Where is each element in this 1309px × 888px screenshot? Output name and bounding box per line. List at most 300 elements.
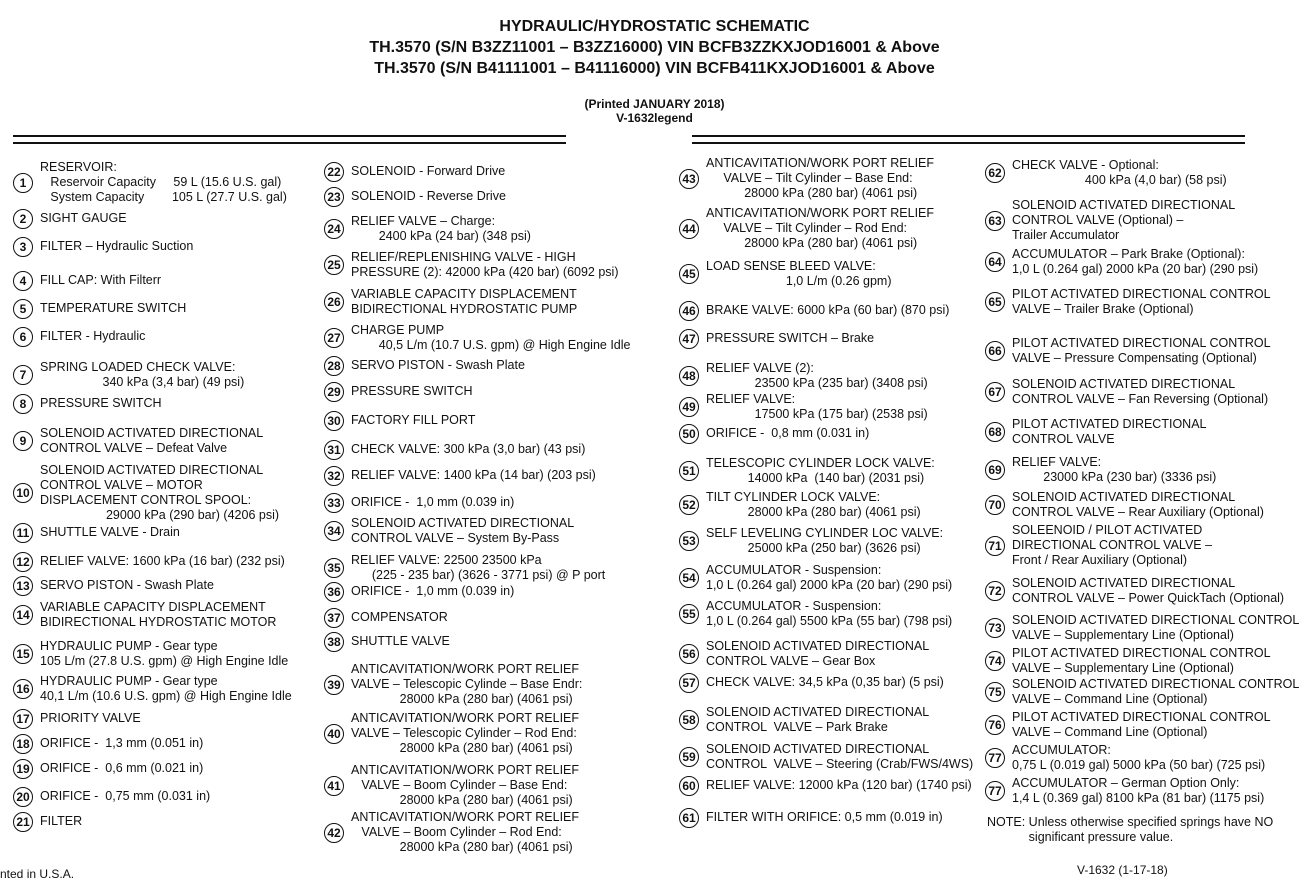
legend-line: ANTICAVITATION/WORK PORT RELIEF [351,763,580,777]
legend-line: COMPENSATOR [351,610,448,624]
legend-line: PRESSURE (2): 42000 kPa (420 bar) (6092 psi) [351,265,619,279]
item-number-badge: 19 [13,759,33,779]
legend-line: CONTROL VALVE [1012,432,1115,446]
item-number-badge: 74 [985,651,1005,671]
legend-line: SOLENOID ACTIVATED DIRECTIONAL [351,516,575,530]
legend-line: CONTROL VALVE – System By-Pass [351,531,560,545]
legend-line: 2400 kPa (24 bar) (348 psi) [351,229,531,243]
legend-line: 28000 kPa (280 bar) (4061 psi) [706,236,918,250]
legend-text [1012,287,1271,317]
legend-line: 17500 kPa (175 bar) (2538 psi) [706,407,928,421]
legend-line: Reservoir Capacity 59 L (15.6 U.S. gal) [40,175,282,189]
legend-line: FILL CAP: With Filterr [40,273,162,287]
legend-line: VALVE – Telescopic Cylinder – Rod End: [351,726,577,740]
legend-line: PILOT ACTIVATED DIRECTIONAL CONTROL [1012,336,1271,350]
legend-text [706,156,934,201]
item-number-badge: 63 [985,211,1005,231]
legend-line: VALVE – Supplementary Line (Optional) [1012,661,1234,675]
legend-text [1012,613,1299,643]
item-number-badge: 14 [13,605,33,625]
item-number-badge: 60 [679,776,699,796]
divider-right-top [692,135,1245,137]
legend-line: RELIEF/REPLENISHING VALVE - HIGH [351,250,576,264]
divider-left-top [13,135,566,137]
item-number-badge: 64 [985,252,1005,272]
legend-line: RELIEF VALVE: [1012,455,1102,469]
item-number-badge: 77 [985,781,1005,801]
legend-text [706,426,869,441]
item-number-badge: 61 [679,808,699,828]
item-number-badge: 5 [13,299,33,319]
legend-line: DIRECTIONAL CONTROL VALVE – [1012,538,1213,552]
legend-text [351,810,579,855]
legend-line: FACTORY FILL PORT [351,413,476,427]
legend-line: VALVE – Command Line (Optional) [1012,725,1208,739]
legend-line: SOLENOID ACTIVATED DIRECTIONAL [40,426,264,440]
legend-line: System Capacity 105 L (27.7 U.S. gal) [40,190,287,204]
item-number-badge: 17 [13,709,33,729]
printed-date: (Printed JANUARY 2018) [584,97,725,111]
legend-line: SELF LEVELING CYLINDER LOC VALVE: [706,526,944,540]
legend-text [40,639,288,669]
legend-line: ANTICAVITATION/WORK PORT RELIEF [351,662,580,676]
legend-line: PILOT ACTIVATED DIRECTIONAL CONTROL [1012,287,1271,301]
legend-line: 105 L/m (27.8 U.S. gpm) @ High Engine Idle [40,654,289,668]
legend-line: DISPLACEMENT CONTROL SPOOL: [40,493,252,507]
item-number-badge: 69 [985,460,1005,480]
item-number-badge: 73 [985,618,1005,638]
legend-text [40,273,161,288]
legend-text [40,578,214,593]
legend-text [40,814,82,829]
legend-line: CONTROL VALVE – Gear Box [706,654,876,668]
legend-line: ORIFICE - 1,3 mm (0.051 in) [40,736,204,750]
legend-line: HYDRAULIC PUMP - Gear type [40,674,218,688]
item-number-badge: 47 [679,329,699,349]
legend-line: TEMPERATURE SWITCH [40,301,187,315]
item-number-badge: 77 [985,748,1005,768]
legend-text [40,525,180,540]
legend-text [706,361,928,391]
item-number-badge: 36 [324,582,344,602]
item-number-badge: 24 [324,219,344,239]
legend-line: ORIFICE - 1,0 mm (0.039 in) [351,495,515,509]
legend-text [40,301,186,316]
legend-line: RELIEF VALVE: 1600 kPa (16 bar) (232 psi) [40,554,285,568]
item-number-badge: 57 [679,673,699,693]
item-number-badge: 15 [13,644,33,664]
item-number-badge: 26 [324,292,344,312]
item-number-badge: 52 [679,495,699,515]
legend-line: SPRING LOADED CHECK VALVE: [40,360,236,374]
legend-line: 28000 kPa (280 bar) (4061 psi) [351,741,573,755]
legend-text [40,789,210,804]
legend-line: ORIFICE - 1,0 mm (0.039 in) [351,584,515,598]
legend-text [706,675,944,690]
legend-line: SOLEENOID / PILOT ACTIVATED [1012,523,1203,537]
item-number-badge: 9 [13,431,33,451]
item-number-badge: 38 [324,632,344,652]
legend-line: RESERVOIR: [40,160,117,174]
item-number-badge: 56 [679,644,699,664]
legend-line: SOLENOID ACTIVATED DIRECTIONAL [706,742,930,756]
legend-line: ORIFICE - 0,75 mm (0.031 in) [40,789,211,803]
legend-line: SOLENOID ACTIVATED DIRECTIONAL [1012,377,1236,391]
legend-text [351,711,579,756]
legend-text [40,736,203,751]
legend-line: BIDIRECTIONAL HYDROSTATIC MOTOR [40,615,277,629]
legend-text [351,610,448,625]
legend-line: PILOT ACTIVATED DIRECTIONAL CONTROL [1012,710,1271,724]
legend-line: PRESSURE SWITCH [351,384,473,398]
legend-line: RELIEF VALVE: 1400 kPa (14 bar) (203 psi) [351,468,596,482]
legend-text [1012,455,1216,485]
legend-text [706,526,943,556]
legend-line: 23500 kPa (235 bar) (3408 psi) [706,376,928,390]
legend-line: 29000 kPa (290 bar) (4206 psi) [40,508,280,522]
item-number-badge: 67 [985,382,1005,402]
legend-text [706,705,929,735]
legend-line: ANTICAVITATION/WORK PORT RELIEF [706,156,935,170]
legend-text [40,600,276,630]
legend-text [40,463,279,523]
legend-text [351,413,475,428]
legend-line: ANTICAVITATION/WORK PORT RELIEF [706,206,935,220]
item-number-badge: 25 [324,255,344,275]
legend-line: 1,0 L (0.264 gal) 2000 kPa (20 bar) (290 psi) [706,578,953,592]
legend-text [351,516,574,546]
legend-text [40,160,287,205]
legend-text [1012,247,1258,277]
legend-text [1012,198,1235,243]
legend-line: CHARGE PUMP [351,323,445,337]
item-number-badge: 71 [985,536,1005,556]
legend-text [1012,377,1268,407]
legend-line: FILTER – Hydraulic Suction [40,239,194,253]
legend-line: ACCUMULATOR – Park Brake (Optional): [1012,247,1245,261]
item-number-badge: 59 [679,747,699,767]
legend-text [706,742,973,772]
legend-text [40,211,127,226]
legend-text [40,761,203,776]
legend-line: CONTROL VALVE (Optional) – [1012,213,1184,227]
legend-text [706,331,874,346]
legend-line: VALVE – Boom Cylinder – Rod End: [351,825,562,839]
legend-line: FILTER [40,814,83,828]
item-number-badge: 29 [324,382,344,402]
legend-text [40,329,145,344]
legend-line: SOLENOID ACTIVATED DIRECTIONAL [706,639,930,653]
legend-text [1012,490,1264,520]
legend-text [351,384,473,399]
legend-line: CONTROL VALVE – Fan Reversing (Optional) [1012,392,1269,406]
legend-line: Front / Rear Auxiliary (Optional) [1012,553,1188,567]
legend-line: BIDIRECTIONAL HYDROSTATIC PUMP [351,302,578,316]
legend-line: VARIABLE CAPACITY DISPLACEMENT [351,287,577,301]
legend-line: Trailer Accumulator [1012,228,1120,242]
legend-text [706,392,928,422]
legend-text [1012,417,1206,447]
legend-line: FILTER - Hydraulic [40,329,146,343]
item-number-badge: 42 [324,823,344,843]
item-number-badge: 53 [679,531,699,551]
item-number-badge: 3 [13,237,33,257]
legend-text [706,259,891,289]
item-number-badge: 6 [13,327,33,347]
legend-line: SHUTTLE VALVE - Drain [40,525,180,539]
legend-line: SOLENOID ACTIVATED DIRECTIONAL CONTROL [1012,613,1300,627]
printed-in: nted in U.S.A. [0,867,75,881]
legend-line: (225 - 235 bar) (3626 - 3771 psi) @ P port [351,568,606,582]
legend-line: VALVE – Supplementary Line (Optional) [1012,628,1234,642]
item-number-badge: 58 [679,710,699,730]
legend-line: SHUTTLE VALVE [351,634,450,648]
legend-line: SOLENOID ACTIVATED DIRECTIONAL [706,705,930,719]
item-number-badge: 66 [985,341,1005,361]
legend-line: VALVE – Pressure Compensating (Optional) [1012,351,1257,365]
legend-text [1012,743,1265,773]
legend-text [351,495,514,510]
legend-text [351,323,631,353]
item-number-badge: 40 [324,724,344,744]
item-number-badge: 27 [324,328,344,348]
legend-line: ACCUMULATOR - Suspension: [706,599,882,613]
legend-text [1012,336,1271,366]
legend-line: PRIORITY VALVE [40,711,141,725]
item-number-badge: 32 [324,466,344,486]
legend-text [706,206,934,251]
legend-text [706,490,921,520]
legend-line: 28000 kPa (280 bar) (4061 psi) [706,186,918,200]
item-number-badge: 28 [324,356,344,376]
legend-line: 28000 kPa (280 bar) (4061 psi) [351,840,573,854]
legend-line: VARIABLE CAPACITY DISPLACEMENT [40,600,266,614]
legend-line: BRAKE VALVE: 6000 kPa (60 bar) (870 psi) [706,303,950,317]
model-line-1: TH.3570 (S/N B3ZZ11001 – B3ZZ16000) VIN BCFB3ZZKXJOD16001 & Above [369,39,940,56]
item-number-badge: 65 [985,292,1005,312]
item-number-badge: 45 [679,264,699,284]
legend-line: CHECK VALVE: 34,5 kPa (0,35 bar) (5 psi) [706,675,944,689]
legend-text [1012,576,1284,606]
item-number-badge: 48 [679,366,699,386]
legend-line: 1,0 L/m (0.26 gpm) [706,274,892,288]
legend-line: SOLENOID ACTIVATED DIRECTIONAL CONTROL [1012,677,1300,691]
item-number-badge: 18 [13,734,33,754]
legend-text [351,763,579,808]
legend-line: ACCUMULATOR – German Option Only: [1012,776,1240,790]
item-number-badge: 12 [13,552,33,572]
legend-line: SOLENOID - Reverse Drive [351,189,506,203]
legend-text [706,810,943,825]
legend-text [1012,523,1212,568]
legend-text [40,426,263,456]
legend-line: SOLENOID ACTIVATED DIRECTIONAL [1012,198,1236,212]
legend-line: RELIEF VALVE: [706,392,796,406]
note: NOTE: Unless otherwise specified springs have NO significant pressure value. [987,815,1274,844]
item-number-badge: 34 [324,521,344,541]
divider-left-bottom [13,142,566,144]
revision-stamp: V-1632 (1-17-18) [1077,863,1168,877]
legend-line: CONTROL VALVE – Steering (Crab/FWS/4WS) [706,757,974,771]
legend-line: VALVE – Boom Cylinder – Base End: [351,778,568,792]
item-number-badge: 7 [13,365,33,385]
legend-line: 40,1 L/m (10.6 U.S. gpm) @ High Engine Idle [40,689,292,703]
legend-line: VALVE – Tilt Cylinder – Base End: [706,171,913,185]
legend-line: SOLENOID ACTIVATED DIRECTIONAL [1012,576,1236,590]
legend-line: CONTROL VALVE – MOTOR [40,478,203,492]
legend-line: SERVO PISTON - Swash Plate [40,578,214,592]
item-number-badge: 54 [679,568,699,588]
legend-text [706,639,929,669]
legend-line: TILT CYLINDER LOCK VALVE: [706,490,881,504]
legend-line: 40,5 L/m (10.7 U.S. gpm) @ High Engine Idle [351,338,631,352]
legend-line: SOLENOID - Forward Drive [351,164,506,178]
legend-line: 28000 kPa (280 bar) (4061 psi) [706,505,921,519]
item-number-badge: 43 [679,169,699,189]
item-number-badge: 70 [985,495,1005,515]
item-number-badge: 51 [679,461,699,481]
legend-line: CONTROL VALVE – Defeat Valve [40,441,228,455]
legend-line: RELIEF VALVE (2): [706,361,814,375]
legend-line: CHECK VALVE - Optional: [1012,158,1159,172]
legend-text [706,303,949,318]
legend-text [706,563,952,593]
legend-line: CONTROL VALVE – Park Brake [706,720,888,734]
legend-line: 23000 kPa (230 bar) (3336 psi) [1012,470,1217,484]
legend-line: 25000 kPa (250 bar) (3626 psi) [706,541,921,555]
page-title: HYDRAULIC/HYDROSTATIC SCHEMATIC [499,18,810,35]
legend-line: FILTER WITH ORIFICE: 0,5 mm (0.019 in) [706,810,943,824]
legend-line: CONTROL VALVE – Rear Auxiliary (Optional) [1012,505,1264,519]
legend-text [40,396,162,411]
legend-line: 1,0 L (0.264 gal) 5500 kPa (55 bar) (798 psi) [706,614,953,628]
legend-line: 28000 kPa (280 bar) (4061 psi) [351,692,573,706]
item-number-badge: 35 [324,558,344,578]
legend-text [1012,710,1271,740]
legend-line: 1,0 L (0.264 gal) 2000 kPa (20 bar) (290 psi) [1012,262,1259,276]
item-number-badge: 37 [324,608,344,628]
legend-line: LOAD SENSE BLEED VALVE: [706,259,876,273]
item-number-badge: 49 [679,397,699,417]
legend-text [351,662,582,707]
legend-line: SOLENOID ACTIVATED DIRECTIONAL [1012,490,1236,504]
item-number-badge: 13 [13,576,33,596]
legend-text [1012,646,1271,676]
item-number-badge: 22 [324,162,344,182]
item-number-badge: 39 [324,675,344,695]
item-number-badge: 62 [985,163,1005,183]
divider-right-bottom [692,142,1245,144]
legend-line: ACCUMULATOR: [1012,743,1111,757]
item-number-badge: 68 [985,422,1005,442]
legend-line: CONTROL VALVE – Power QuickTach (Optional) [1012,591,1285,605]
legend-line: ORIFICE - 0,8 mm (0.031 in) [706,426,870,440]
item-number-badge: 75 [985,682,1005,702]
item-number-badge: 23 [324,187,344,207]
legend-text [40,360,244,390]
legend-text [706,599,952,629]
item-number-badge: 46 [679,301,699,321]
legend-line: VALVE – Tilt Cylinder – Rod End: [706,221,908,235]
legend-text [351,214,531,244]
item-number-badge: 21 [13,812,33,832]
item-number-badge: 16 [13,679,33,699]
legend-text [706,456,935,486]
legend-text [1012,776,1264,806]
item-number-badge: 41 [324,776,344,796]
legend-line: ACCUMULATOR - Suspension: [706,563,882,577]
legend-line: 28000 kPa (280 bar) (4061 psi) [351,793,573,807]
legend-line: ORIFICE - 0,6 mm (0.021 in) [40,761,204,775]
legend-line: PRESSURE SWITCH – Brake [706,331,875,345]
legend-line: SOLENOID ACTIVATED DIRECTIONAL [40,463,264,477]
legend-text [351,634,450,649]
legend-line: 1,4 L (0.369 gal) 8100 kPa (81 bar) (1175 psi) [1012,791,1265,805]
legend-line: SIGHT GAUGE [40,211,127,225]
legend-text [351,358,525,373]
legend-text [351,584,514,599]
item-number-badge: 10 [13,483,33,503]
legend-line: HYDRAULIC PUMP - Gear type [40,639,218,653]
item-number-badge: 1 [13,173,33,193]
legend-text [351,553,605,583]
legend-line: RELIEF VALVE: 22500 23500 kPa [351,553,542,567]
item-number-badge: 50 [679,424,699,444]
legend-text [351,164,505,179]
legend-text [40,674,292,704]
model-line-2: TH.3570 (S/N B41111001 – B41116000) VIN BCFB411KXJOD16001 & Above [374,60,935,77]
legend-text [351,250,619,280]
legend-line: VALVE – Telescopic Cylinde – Base Endr: [351,677,583,691]
legend-line: PRESSURE SWITCH [40,396,162,410]
item-number-badge: 72 [985,581,1005,601]
legend-line: 400 kPa (4,0 bar) (58 psi) [1012,173,1227,187]
legend-line: VALVE – Trailer Brake (Optional) [1012,302,1194,316]
item-number-badge: 76 [985,715,1005,735]
legend-text [40,554,285,569]
legend-line: CHECK VALVE: 300 kPa (3,0 bar) (43 psi) [351,442,586,456]
legend-text [351,189,506,204]
legend-text [351,442,585,457]
item-number-badge: 44 [679,219,699,239]
legend-text [1012,158,1227,188]
legend-line: PILOT ACTIVATED DIRECTIONAL CONTROL [1012,646,1271,660]
legend-text [351,287,577,317]
item-number-badge: 2 [13,209,33,229]
item-number-badge: 4 [13,271,33,291]
legend-line: 340 kPa (3,4 bar) (49 psi) [40,375,245,389]
legend-line: 14000 kPa (140 bar) (2031 psi) [706,471,925,485]
legend-line: TELESCOPIC CYLINDER LOCK VALVE: [706,456,935,470]
item-number-badge: 33 [324,493,344,513]
legend-text [1012,677,1299,707]
legend-line: SERVO PISTON - Swash Plate [351,358,525,372]
legend-text [351,468,596,483]
legend-line: VALVE – Command Line (Optional) [1012,692,1208,706]
legend-line: RELIEF VALVE – Charge: [351,214,496,228]
item-number-badge: 30 [324,411,344,431]
legend-line: 0,75 L (0.019 gal) 5000 kPa (50 bar) (725 psi) [1012,758,1266,772]
item-number-badge: 11 [13,523,33,543]
legend-text [706,778,972,793]
item-number-badge: 31 [324,440,344,460]
legend-line: ANTICAVITATION/WORK PORT RELIEF [351,810,580,824]
document-id: V-1632legend [616,111,693,125]
legend-line: ANTICAVITATION/WORK PORT RELIEF [351,711,580,725]
item-number-badge: 55 [679,604,699,624]
item-number-badge: 8 [13,394,33,414]
legend-text [40,239,193,254]
